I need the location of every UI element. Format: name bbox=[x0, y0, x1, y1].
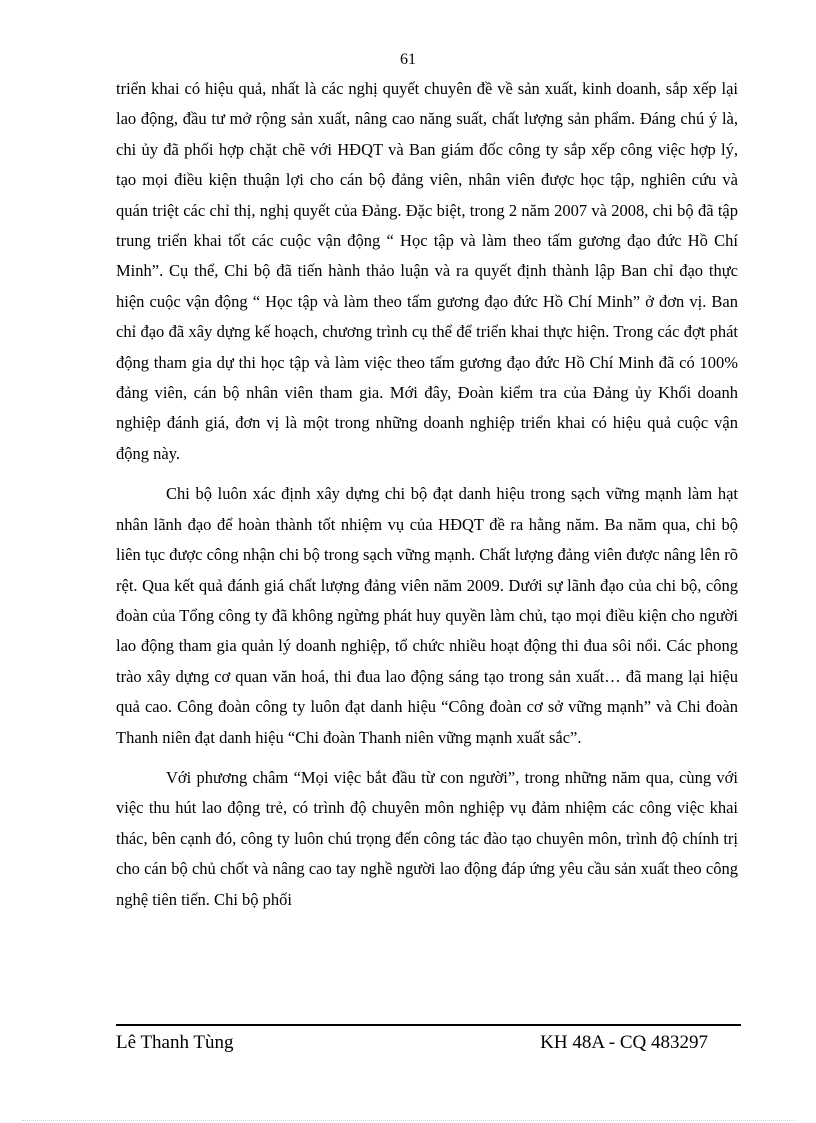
page-bottom-border bbox=[22, 1120, 794, 1121]
document-body bbox=[116, 74, 738, 925]
footer-divider bbox=[116, 1024, 741, 1026]
footer-class-code: KH 48A - CQ 483297 bbox=[540, 1032, 708, 1053]
page-number: 61 bbox=[400, 51, 416, 68]
paragraph-3: Với phương châm “Mọi việc bắt đầu từ con người”, trong những năm qua, cùng với việc thu hút lao động trẻ, có trình độ chuyên môn nghiệp vụ đảm nhiệm các công việc khai thác, bên cạnh đó, công ty luôn chú trọng đến công tác đào tạo chuyên môn, trình độ chính trị cho cán bộ chủ chốt và nâng cao tay nghề người lao động đáp ứng yêu cầu sản xuất theo công nghệ tiên tiến. Chi bộ phối bbox=[116, 767, 738, 909]
paragraph-2: Chi bộ luôn xác định xây dựng chi bộ đạt danh hiệu trong sạch vững mạnh làm hạt nhân lãnh đạo để hoàn thành tốt nhiệm vụ của HĐQT đề ra hằng năm. Ba năm qua, chi bộ liên tục được công nhận chi bộ trong sạch vững mạnh. Chất lượng đảng viên được nâng lên rõ rệt. Qua kết quả đánh giá chất lượng đảng viên năm 2009. Dưới sự lãnh đạo của chi bộ, công đoàn của Tổng công ty đã không ngừng phát huy quyền làm chủ, tạo mọi điều kiện cho người lao động tham gia quản lý doanh nghiệp, tổ chức nhiều hoạt động thi đua sôi nổi. Các phong trào xây dựng cơ quan văn hoá, thi đua lao động sáng tạo trong sản xuất… đã mang lại hiệu quả cao. Công đoàn công ty luôn đạt danh hiệu “Công đoàn cơ sở vững mạnh” và Chi đoàn Thanh niên đạt danh hiệu “Chi đoàn Thanh niên vững mạnh xuất sắc”. bbox=[116, 484, 738, 747]
footer-author: Lê Thanh Tùng bbox=[116, 1032, 234, 1053]
paragraph-1: triển khai có hiệu quả, nhất là các nghị quyết chuyên đề về sản xuất, kinh doanh, sắp xếp lại lao động, đầu tư mở rộng sản xuất, nâng cao năng suất, chất lượng sản phẩm. Đáng chú ý là, chi ủy đã phối hợp chặt chẽ với HĐQT và Ban giám đốc công ty sắp xếp công việc hợp lý, tạo mọi điều kiện thuận lợi cho cán bộ đảng viên, nhân viên được học tập, nghiên cứu và quán triệt các chỉ thị, nghị quyết của Đảng. Đặc biệt, trong 2 năm 2007 và 2008, chi bộ đã tập trung triển khai tốt các cuộc vận động “ Học tập và làm theo tấm gương đạo đức Hồ Chí Minh”. Cụ thể, Chi bộ đã tiến hành thảo luận và ra quyết định thành lập Ban chỉ đạo thực hiện cuộc vận động “ Học tập và làm theo tấm gương đạo đức Hồ Chí Minh” ở đơn vị. Ban chỉ đạo đã xây dựng kế hoạch, chương trình cụ thể để triển khai thực hiện. Trong các đợt phát động tham gia dự thi học tập và làm việc theo tấm gương đạo đức Hồ Chí Minh đã có 100% đảng viên, cán bộ nhân viên tham gia. Mới đây, Đoàn kiểm tra của Đảng ủy Khối doanh nghiệp đánh giá, đơn vị là một trong những doanh nghiệp triển khai có hiệu quả cuộc vận động này. bbox=[116, 79, 738, 463]
